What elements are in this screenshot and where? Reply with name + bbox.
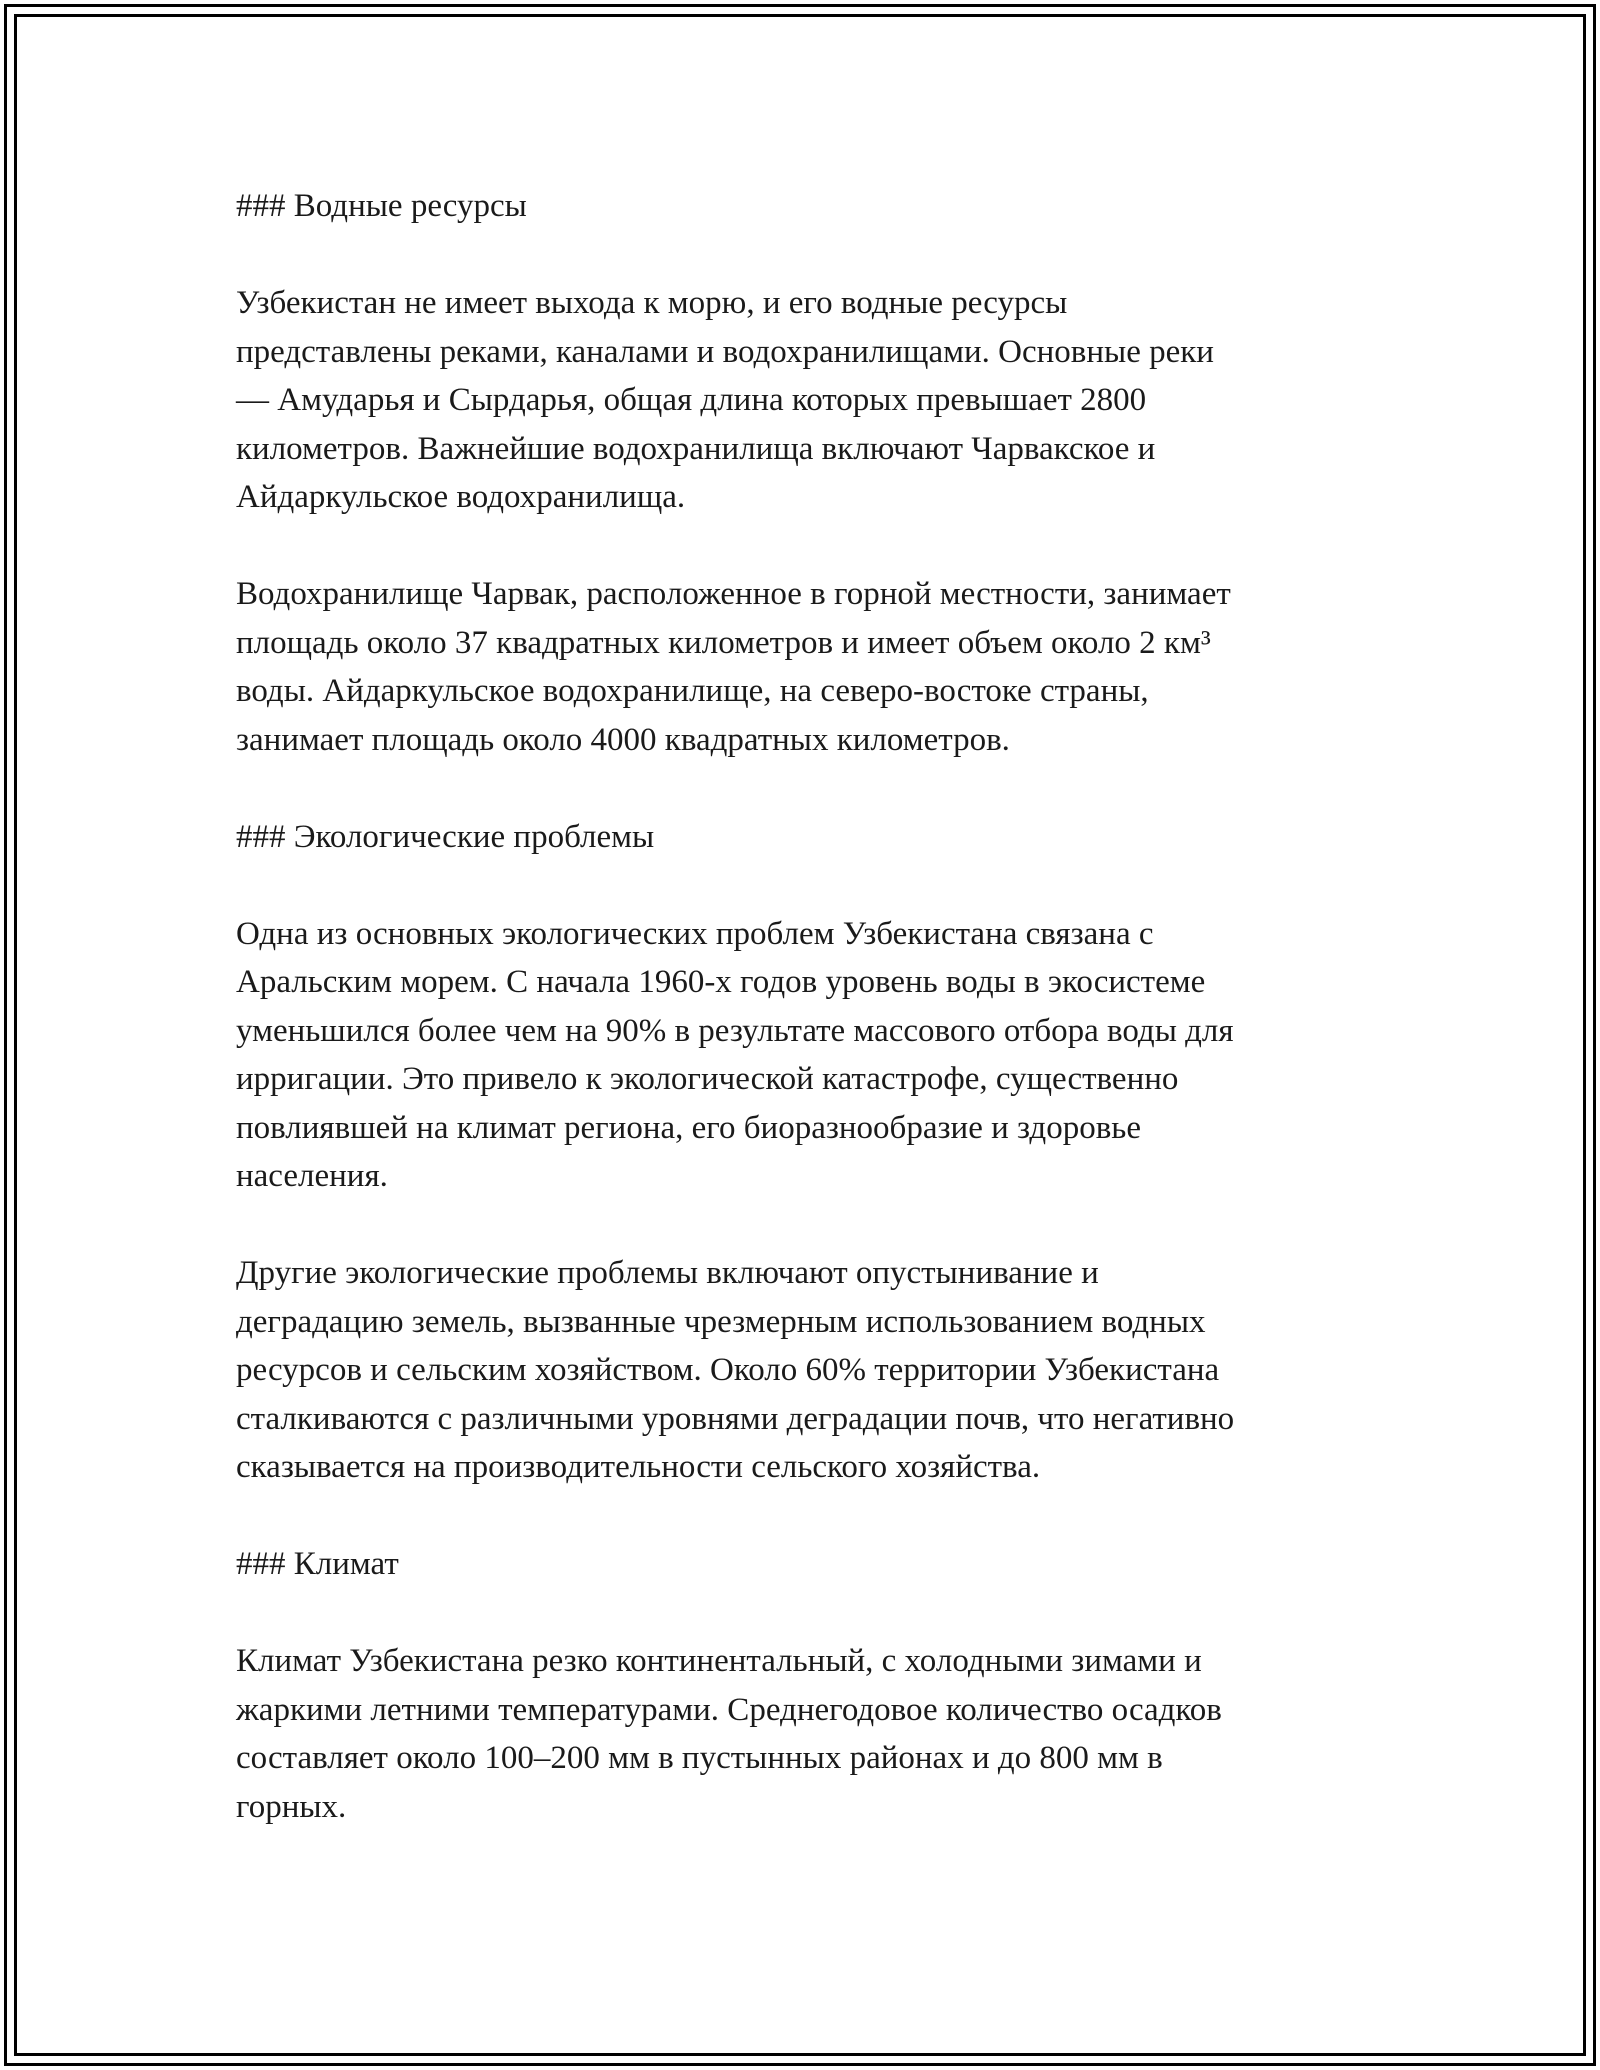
section-climate: [236, 1540, 1376, 1831]
heading-ecological-problems: ### Экологические проблемы: [236, 818, 655, 855]
heading-climate: ### Климат: [236, 1546, 399, 1582]
paragraph-reservoirs: Водохранилище Чарвак, расположенное в горной местности, занимает площадь около 37 квадратных километров и имеет объем около 2 км³ воды. Айдаркульское водохранилище, на северо-востоке страны, занимает площадь около 4000 квадратных километров.: [236, 576, 1231, 758]
paragraph-water-overview: Узбекистан не имеет выхода к морю, и его водные ресурсы представлены реками, каналами и водохранилищами. Основные реки — Амударья и Сырдарья, общая длина которых превышает 2800 километров. Важнейшие водохранилища включают Чарвакское и Айдаркульское водохранилища.: [236, 285, 1214, 515]
section-water-resources: [236, 182, 1376, 764]
paragraph-aral-sea: Одна из основных экологических проблем Узбекистана связана с Аральским морем. С начала 1960-х годов уровень воды в экосистеме уменьшился более чем на 90% в результате массового отбора воды для ирригации. Это привело к экологической катастрофе, существенно повлиявшей на климат региона, его биоразнообразие и здоровье населения.: [236, 915, 1234, 1194]
section-ecological-problems: [236, 813, 1376, 1492]
document-body: [236, 182, 1376, 1880]
paragraph-land-degradation: Другие экологические проблемы включают опустынивание и деградацию земель, вызванные чрезмерным использованием водных ресурсов и сельским хозяйством. Около 60% территории Узбекистана сталкиваются с различными уровнями деградации почв, что негативно сказывается на производительности сельского хозяйства.: [236, 1255, 1235, 1485]
heading-water-resources: ### Водные ресурсы: [236, 188, 527, 224]
paragraph-climate: Климат Узбекистана резко континентальный, с холодными зимами и жаркими летними температурами. Среднегодовое количество осадков составляет около 100–200 мм в пустынных районах и до 800 мм в горных.: [236, 1643, 1222, 1825]
